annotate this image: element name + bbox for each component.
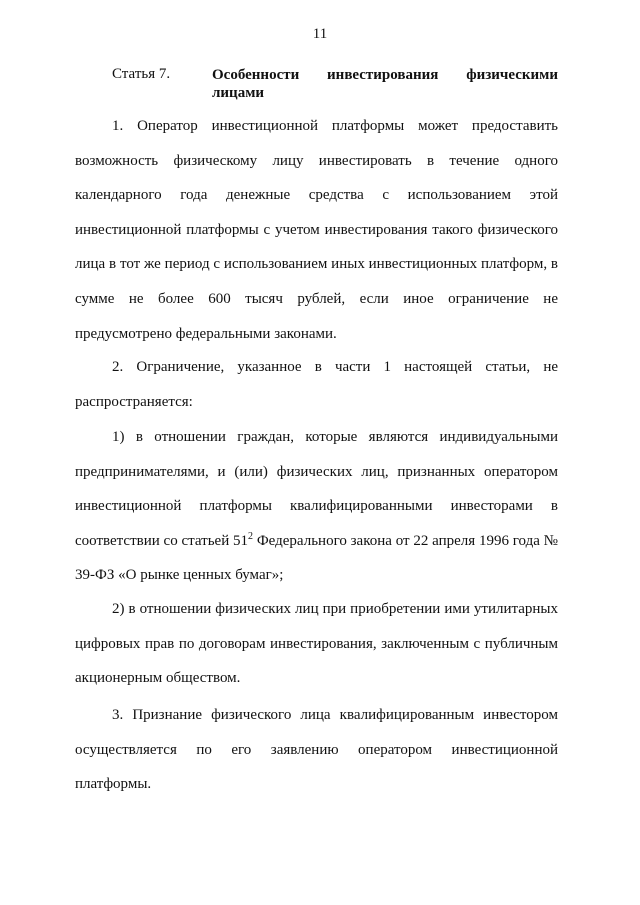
paragraph-5: 3. Признание физического лица квалифицированным инвестором осуществляется по его заявлению оператором инвестиционной платформы. bbox=[75, 707, 558, 793]
article-title: Особенности инвестирования физическими лицами bbox=[212, 67, 558, 101]
paragraph-3-text-start: 1) в отношении граждан, которые являются индивидуальными предпринимателями, и (или) физических лиц, признанных оператором инвестиционной платформы квалифицированными инвесторами в соответствии со статьей 51 bbox=[75, 429, 558, 549]
page-number: 11 bbox=[312, 26, 328, 42]
paragraph-1: 1. Оператор инвестиционной платформы может предоставить возможность физическому лицу инвестировать в течение одного календарного года денежные средства с использованием этой инвестиционной платформы с учетом инвестирования такого физического лица в тот же период с использованием иных инвестиционных платформ, в сумме не более 600 тысяч рублей, если иное ограничение не предусмотрено федеральными законами. bbox=[75, 118, 558, 342]
article-label: Статья 7. bbox=[112, 66, 171, 82]
paragraph-3-text-end: Федерального закона от 22 апреля 1996 года № 39-ФЗ «О рынке ценных бумаг»; bbox=[75, 532, 558, 584]
paragraph-2: 2. Ограничение, указанное в части 1 настоящей статьи, не распространяется: bbox=[75, 359, 558, 410]
article-superscript: 2 bbox=[248, 530, 254, 542]
paragraph-3 bbox=[75, 420, 558, 593]
paragraph-4: 2) в отношении физических лиц при приобретении ими утилитарных цифровых прав по договорам инвестирования, заключенным с публичным акционерным обществом. bbox=[75, 601, 558, 687]
